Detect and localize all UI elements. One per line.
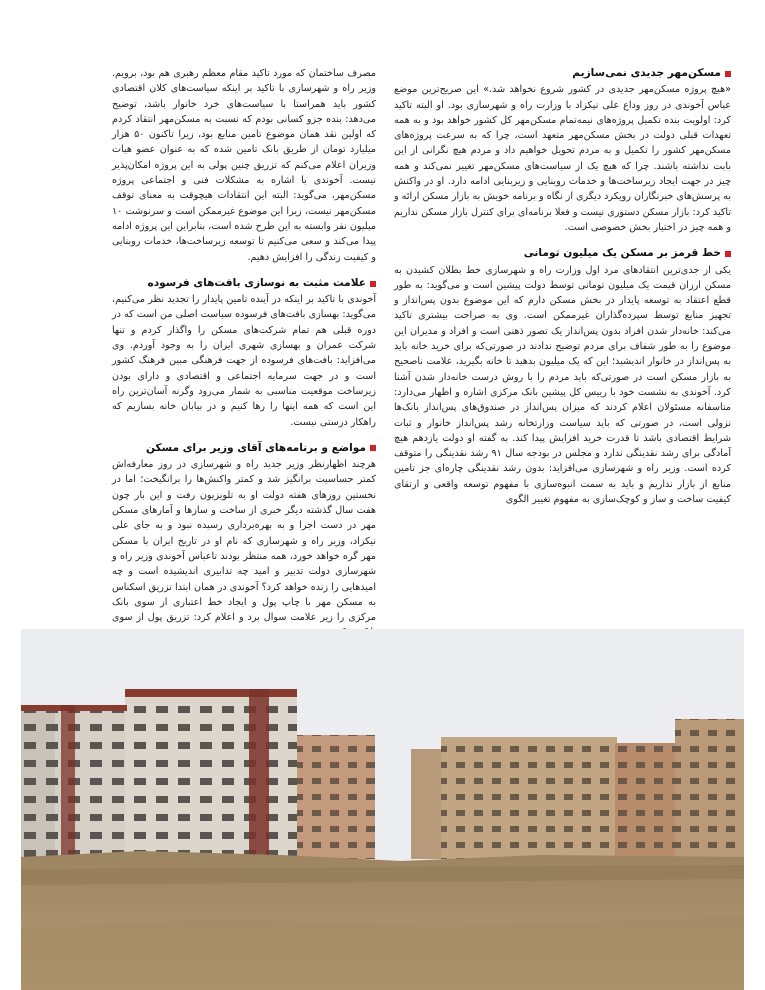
section-heading xyxy=(112,276,376,291)
section-red-line-one-million-housing xyxy=(394,246,731,507)
section-no-new-mehr-housing xyxy=(394,66,731,235)
apartment-buildings-photo xyxy=(21,629,744,990)
red-square-bullet-icon xyxy=(725,71,731,77)
section-urban-renewal xyxy=(112,276,376,430)
section-heading-text: مسکن‌مهر جدیدی نمی‌سازیم xyxy=(572,67,721,79)
section-heading xyxy=(394,246,731,261)
section-body: آخوندی با تاکید بر اینکه در آینده تامین پایدار را تجدید نظر می‌کنیم، می‌گوید: بهسازی بافت‌های فرسوده سیاست اصلی من است که در دوره قبلی هم تمام شرکت‌های مسکن را واگذار کردم و تنها شرکت عمران و بهسازی شهری ایران را به وجود آوردم. وی می‌افزاید: بافت‌های فرسوده از جهت فرهنگی مبین فرهنگ کشور است و در جهت سرمایه اجتماعی و اقتصادی و دارای بودن زیرساخت موقعیت مناسبی به شمار می‌رود وگرنه آسان‌ترین راه این است که همه اینها را رها کنیم و در بیابان خانه بسازیم که راهکار درستی نیست. xyxy=(112,294,376,428)
section-body: «هیچ پروژه مسکن‌مهر جدیدی در کشور شروع نخواهد شد.» این صریح‌ترین موضع عباس آخوندی در روز وداع علی نیکزاد با وزارت راه و شهرسازی بود. او البته تاکید کرد: اولویت بنده تکمیل پروژه‌های نیمه‌تمام مسکن‌مهر کل کشور خواهد بود و به همه تعهدات قبلی دولت در بخش مسکن‌مهر متعهد است، چرا که به سرعت پروژه‌های مسکن‌مهر کشور را تکمیل و به مردم تحویل خواهیم داد و مردم هیچ نگرانی از این بابت نداشته باشند. چرا که هیچ یک از سیاست‌های مسکن‌مهر تغییر نمی‌کند و همه چیز در جهت ایجاد زیرساخت‌ها و خدمات روبنایی و زیربنایی ادامه دارد. او در واکنش به پرسش‌های خبرنگاران رویکرد دیگری از نگاه و برنامه خویش به بازار مسکن ارائه و تاکید کرد: بازار مسکن دستوری نیست و فعلا برنامه‌ای برای کنترل بازار مسکن نداریم و همه چیز در اختیار بخش خصوصی است. xyxy=(394,84,731,233)
section-minister-plans xyxy=(112,441,376,641)
left-column xyxy=(112,66,376,641)
section-heading xyxy=(112,441,376,456)
section-continuation xyxy=(112,66,376,265)
section-heading-text: خط قرمز بر مسکن یک میلیون تومانی xyxy=(523,247,721,260)
section-body: هرچند اظهارنظر وزیر جدید راه و شهرسازی در روز معارفه‌اش کمتر حساسیت برانگیز شد و کمتر واکنش‌ها را برانگیخت؛ اما در نخستین روزهای هفته دولت او به تلویزیون رفت و این بار چون هفت سال گذشته دیگر خبری از ساخت و سازها و آمارهای مسکن مهر در دست اجرا و به بهره‌برداری رسیده نبود و به جای علی نیکزاد، وزیر راه و شهرسازی که نام او در تاریخ ایران با مسکن مهر گره خواهد خورد، همه منتظر بودند تاعباس آخوندی وزیر راه و شهرسازی دولت تدبیر و امید چه تدابیری اندیشیده است و چه امیدهایی را زنده خواهد کرد؟ آخوندی در همان ابتدا تزریق اسکناس به مسکن مهر با چاپ پول و ایجاد خط اعتباری از سوی بانک مرکزی را زیر علامت سوال برد و اعلام کرد: تزریق پول از سوی xyxy=(112,459,376,624)
red-square-bullet-icon xyxy=(370,445,376,451)
section-heading-text: مواضع و برنامه‌های آقای وزیر برای مسکن xyxy=(145,441,366,454)
section-body: مصرف ساختمان که مورد تاکید مقام معظم رهبری هم بود، برویم. وزیر راه و شهرسازی با تاکید بر اینکه سیاست‌های کلان اقتصادی کشور باید همراستا با سیاست‌های خرد خانوار باشد، توضیح می‌دهد: بنده جزو کسانی بودم که نسبت به مسکن‌مهر انتقاد کردم که اولین نقد همان موضوع تامین منابع بود، زیرا تاکنون ۵۰ هزار میلیارد تومان از طریق بانک تامین شده که به عنوان عضو هیات وزیران اعلام می‌کنم که تزریق چنین پولی به این پروژه امکان‌پذیر نیست. آخوندی با اشاره به مشکلات فنی و اجتماعی پروژه مسکن‌مهر، می‌گوید: البته این انتقادات هیچوقت به معنای توقف مسکن‌مهر نیست، زیرا این موضوع غیرممکن است و سرنوشت ۱۰ میلیون نفر وابسته به این طرح شده است، بنابراین این پروژه ادامه پیدا می‌کند و سعی می‌کنیم تا توسعه زیرساخت‌ها، خدمات روبنایی و کیفیت زندگی را افزایش دهیم. xyxy=(112,68,376,263)
red-square-bullet-icon xyxy=(725,251,731,257)
section-heading-text: علامت مثبت به نوسازی بافت‌های فرسوده xyxy=(147,276,366,289)
section-body: یکی از جدی‌ترین انتقادهای مرد اول وزارت راه و شهرسازی خط بطلان کشیدن به مسکن ارزان قیمت یک میلیون تومانی توسط دولت پیشین است و می‌گوید: به طور قطع اعتقاد به توسعه پایدار در بخش مسکن دارم که این موضوع بدون پس‌انداز و تجهیز منابع توسط سپرده‌گذاران غیرممکن است. وی به صراحت بیشتری تاکید می‌کند: خانه‌دار شدن افراد بدون پس‌انداز یک تصور ذهنی است و افراد و مدیران این موضوع را به طور شفاف برای مردم توضیح ندادند در صورتی‌که برای خرید خانه باید به پس‌انداز در خانوار اندیشید؛ این که یک میلیون بدهید تا خانه بگیرید، علامت ناصحیح به بازار مسکن است در صورتی‌که باید مردم را با روش درست خانه‌دار شدن آشنا کرد. آخوندی به نشست خود با رییس کل پیشین بانک مرکزی اشاره و اظهار می‌دارد: متاسفانه مسئولان اعلام کردند که میزان پس‌انداز در صندوق‌های پس‌انداز بانک‌ها نزولی است، در صورتی که باید سیاست وزارتخانه رشد پس‌انداز خانوار و ثبات شرایط اقتصادی باشد تا قدرت خرید افزایش پیدا کند. به گفته او دولت یازدهم هیچ آمادگی برای رشد نقدینگی ندارد و مجلس در بودجه سال ۹۱ رشد نقدینگی را متوقف کرده است. وزیر راه و شهرسازی می‌افزاید: بدون رشد نقدینگی چاره‌ای جز تامین منابع از بازار نداریم و باید به سمت انبوه‌سازی با مفهوم توسعه واقعی و ارتقای کیفیت ساخت و ساز و کوچک‌سازی به مفهوم تغییر الگوی xyxy=(394,264,731,506)
red-square-bullet-icon xyxy=(370,281,376,287)
section-heading xyxy=(394,66,731,81)
right-column xyxy=(394,66,731,507)
